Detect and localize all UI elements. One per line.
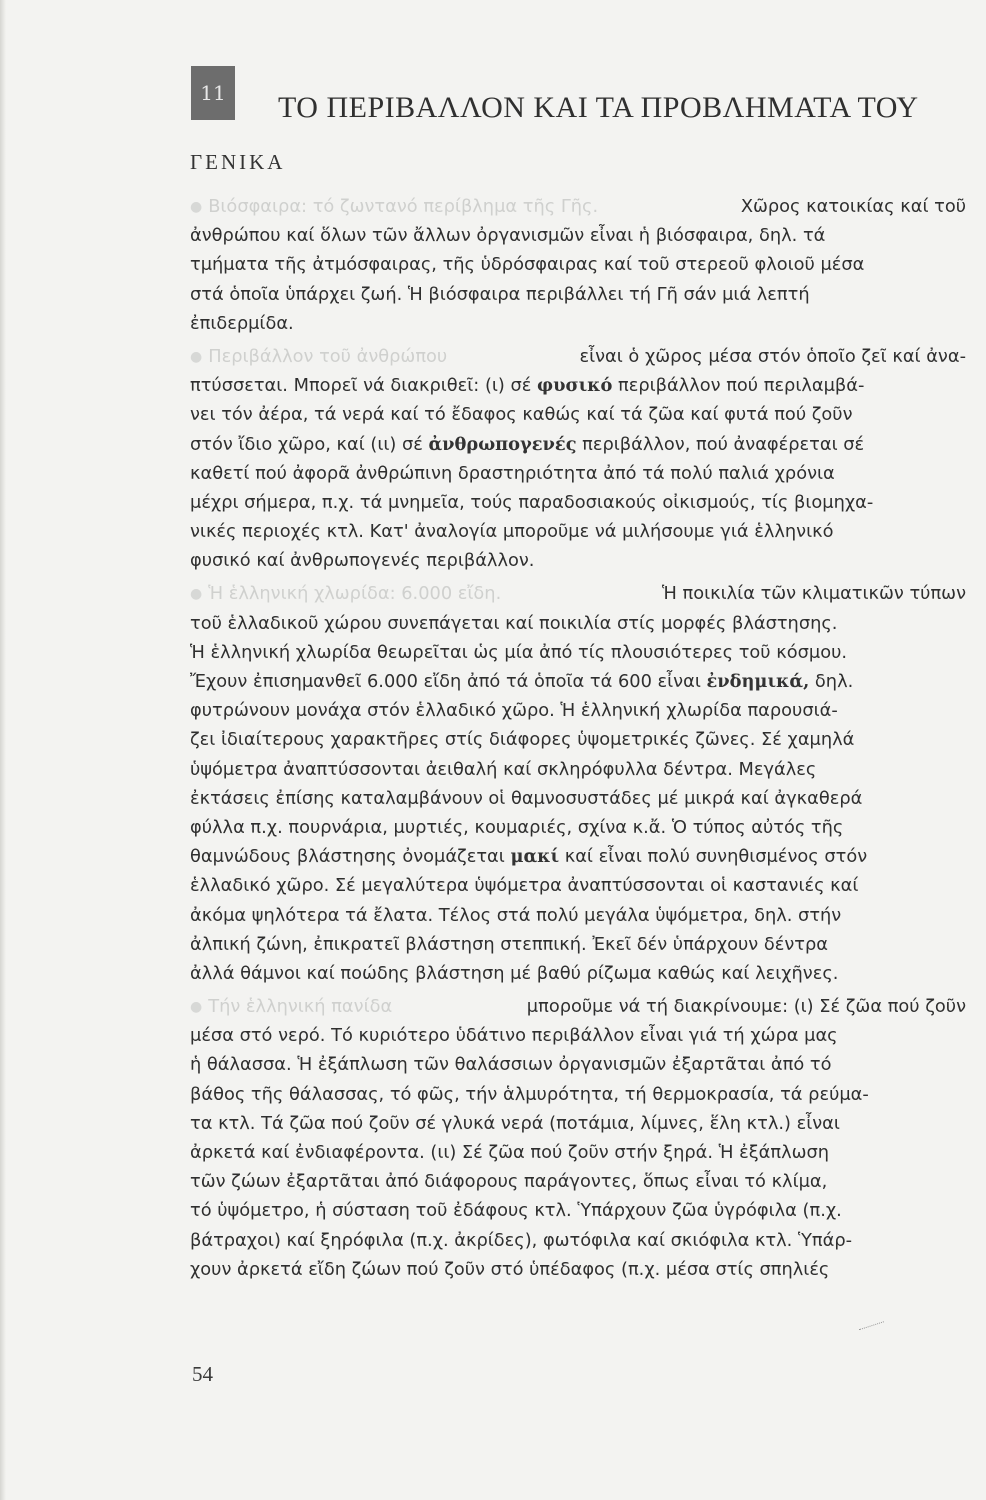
paragraph-3-line: ἑλλαδικό χῶρο. Σέ μεγαλύτερα ὑψόμετρα ἀναπτύσσονται οἱ καστανιές καί bbox=[190, 875, 859, 897]
paragraph-4-line: τῶν ζώων ἐξαρτᾶται ἀπό διάφορους παράγοντες, ὅπως εἶναι τό κλίμα, bbox=[190, 1171, 828, 1193]
paragraph-3-line: ἀκόμα ψηλότερα τά ἔλατα. Τέλος στά πολύ μεγάλα ὑψόμετρα, δηλ. στήν bbox=[190, 904, 842, 926]
bullet-icon: ● bbox=[190, 199, 203, 215]
bullet-icon: ● bbox=[190, 348, 203, 365]
paragraph-3-line: φυτρώνουν μονάχα στόν ἑλλαδικό χῶρο. Ἡ ἑλληνική χλωρίδα παρουσιά- bbox=[190, 700, 838, 722]
paragraph-2-line: στόν ἴδιο χῶρο, καί (ιι) σέ ἀνθρωπογενές περιβάλλον, πού ἀναφέρεται σέ bbox=[190, 430, 966, 459]
paragraph-4-line: τα κτλ. Τά ζῶα πού ζοῦν σέ γλυκά νερά (ποτάμια, λίμνες, ἕλη κτλ.) εἶναι bbox=[190, 1112, 840, 1134]
paragraph-2-line: πτύσσεται. Μπορεῖ νά διακριθεῖ: (ι) σέ φυσικό περιβάλλον πού περιλαμβά- bbox=[190, 371, 966, 400]
chapter-number: 11 bbox=[200, 81, 226, 105]
paragraph-3-line: Ἔχουν ἐπισημανθεῖ 6.000 εἴδη ἀπό τά ὁποῖα τά 600 εἶναι ἐνδημικά, δηλ. bbox=[190, 667, 966, 696]
paragraph-4-line: χουν ἀρκετά εἴδη ζώων πού ζοῦν στό ὑπέδαφος (π.χ. μέσα στίς σπηλιές bbox=[190, 1258, 830, 1280]
bullet-icon: ● bbox=[190, 999, 203, 1016]
paragraph-4-line: βάθος τῆς θάλασσας, τό φῶς, τήν ἁλμυρότητα, τή θερμοκρασία, τά ρεύμα- bbox=[190, 1083, 869, 1105]
paragraph-1-line: στά ὁποῖα ὑπάρχει ζωή. Ἡ βιόσφαιρα περιβάλλει τή Γῆ σάν μιά λεπτή bbox=[190, 283, 810, 305]
paragraph-3-line: Ἡ ἑλληνική χλωρίδα θεωρεῖται ὡς μία ἀπό τίς πλουσιότερες τοῦ κόσμου. bbox=[190, 641, 848, 663]
paragraph-3-line: ἀλπική ζώνη, ἐπικρατεῖ βλάστηση στεππική. Ἐκεῖ δέν ὑπάρχουν δέντρα bbox=[190, 933, 828, 955]
paragraph-2-line: νει τόν ἀέρα, τά νερά καί τό ἔδαφος καθώς καί τά ζῶα καί φυτά πού ζοῦν bbox=[190, 404, 853, 426]
paragraph-2-line: ● Περιβάλλον τοῦ ἀνθρώπου εἶναι ὁ χῶρος μέσα στόν ὁποῖο ζεῖ καί ἀνα- bbox=[190, 342, 966, 371]
term-endemic: ἐνδημικά, bbox=[706, 671, 810, 692]
chapter-title: ΤΟ ΠΕΡΙΒΑΛΛΟΝ ΚΑΙ ΤΑ ΠΡΟΒΛΗΜΑΤΑ ΤΟΥ bbox=[278, 91, 919, 124]
paragraph-3-line: ● Ἡ ἑλληνική χλωρίδα: 6.000 εἴδη. Ἡ ποικιλία τῶν κλιματικῶν τύπων bbox=[190, 579, 966, 608]
paragraph-1-line: ἀνθρώπου καί ὅλων τῶν ἄλλων ὀργανισμῶν εἶναι ἡ βιόσφαιρα, δηλ. τά bbox=[190, 225, 826, 247]
paragraph-2-line: νικές περιοχές κτλ. Κατ' ἀναλογία μποροῦμε νά μιλήσουμε γιά ἑλληνικό bbox=[190, 521, 834, 543]
pencil-mark bbox=[859, 1321, 887, 1339]
paragraph-3-lead: ● Ἡ ἑλληνική χλωρίδα: 6.000 εἴδη. bbox=[190, 583, 502, 605]
paragraph-1-line: τμήματα τῆς ἀτμόσφαιρας, τῆς ὑδρόσφαιρας καί τοῦ στερεοῦ φλοιοῦ μέσα bbox=[190, 254, 865, 276]
page-number: 54 bbox=[192, 1362, 213, 1386]
paragraph-3-line: τοῦ ἑλλαδικοῦ χώρου συνεπάγεται καί ποικιλία στίς μορφές βλάστησης. bbox=[190, 612, 838, 634]
paragraph-4-line: μέσα στό νερό. Τό κυριότερο ὑδάτινο περιβάλλον εἶναι γιά τή χώρα μας bbox=[190, 1025, 838, 1047]
paragraph-3-line: ἀλλά θάμνοι καί ποώδης βλάστηση μέ βαθύ ρίζωμα καθώς καί λειχῆνες. bbox=[190, 962, 839, 984]
paragraph-3-line: ὑψόμετρα ἀναπτύσσονται ἀειθαλή καί σκληρόφυλλα δέντρα. Μεγάλες bbox=[190, 758, 817, 780]
text-body bbox=[190, 192, 966, 1284]
binding-edge bbox=[0, 0, 6, 1500]
paragraph-2-line: φυσικό καί ἀνθρωπογενές περιβάλλον. bbox=[190, 550, 535, 572]
paragraph-1-line: ● Βιόσφαιρα: τό ζωντανό περίβλημα τῆς Γῆς. Χῶρος κατοικίας καί τοῦ bbox=[190, 192, 966, 221]
paragraph-3-line: φύλλα π.χ. πουρνάρια, μυρτιές, κουμαριές, σχίνα κ.ἄ. Ὁ τύπος αὐτός τῆς bbox=[190, 816, 844, 838]
chapter-number-badge bbox=[191, 66, 235, 120]
term-natural: φυσικό bbox=[537, 375, 613, 397]
paragraph-3-line: ἐκτάσεις ἐπίσης καταλαμβάνουν οἱ θαμνοσυστάδες μέ μικρά καί ἀγκαθερά bbox=[190, 787, 863, 809]
paragraph-1-lead: ● Βιόσφαιρα: τό ζωντανό περίβλημα τῆς Γῆς. bbox=[190, 196, 599, 217]
paragraph-4-line: ἡ θάλασσα. Ἡ ἐξάπλωση τῶν θαλάσσιων ὀργανισμῶν ἐξαρτᾶται ἀπό τό bbox=[190, 1054, 832, 1076]
paragraph-4-lead: ● Τήν ἑλληνική πανίδα bbox=[190, 996, 393, 1018]
paragraph-4-line: ● Τήν ἑλληνική πανίδα μποροῦμε νά τή διακρίνουμε: (ι) Σέ ζῶα πού ζοῦν bbox=[190, 992, 966, 1021]
bullet-icon: ● bbox=[190, 586, 203, 603]
term-anthropogenic: ἀνθρωπογενές bbox=[428, 433, 577, 455]
paragraph-3-line: θαμνώδους βλάστησης ὀνομάζεται μακί καί εἶναι πολύ συνηθισμένος στόν bbox=[190, 842, 966, 871]
term-maquis: μακί bbox=[510, 846, 560, 868]
paragraph-2-line: καθετί πού ἀφορᾶ ἀνθρώπινη δραστηριότητα ἀπό τά πολύ παλιά χρόνια bbox=[190, 462, 835, 484]
paragraph-3-line: ζει ἰδιαίτερους χαρακτῆρες στίς διάφορες ὑψομετρικές ζῶνες. Σέ χαμηλά bbox=[190, 729, 855, 751]
paragraph-1-line: ἐπιδερμίδα. bbox=[190, 312, 294, 334]
paragraph-2-line: μέχρι σήμερα, π.χ. τά μνημεῖα, τούς παραδοσιακούς οἰκισμούς, τίς βιομηχα- bbox=[190, 491, 874, 513]
paragraph-4-line: ἀρκετά καί ἐνδιαφέροντα. (ιι) Σέ ζῶα πού ζοῦν στήν ξηρά. Ἡ ἐξάπλωση bbox=[190, 1142, 830, 1163]
paragraph-2-lead: ● Περιβάλλον τοῦ ἀνθρώπου bbox=[190, 345, 448, 367]
section-heading: ΓΕΝΙΚΑ bbox=[190, 150, 286, 174]
paragraph-4-line: τό ὑψόμετρο, ἡ σύσταση τοῦ ἐδάφους κτλ. Ὑπάρχουν ζῶα ὑγρόφιλα (π.χ. bbox=[190, 1200, 842, 1222]
paragraph-4-line: βάτραχοι) καί ξηρόφιλα (π.χ. ἀκρίδες), φωτόφιλα καί σκιόφιλα κτλ. Ὑπάρ- bbox=[190, 1229, 853, 1251]
